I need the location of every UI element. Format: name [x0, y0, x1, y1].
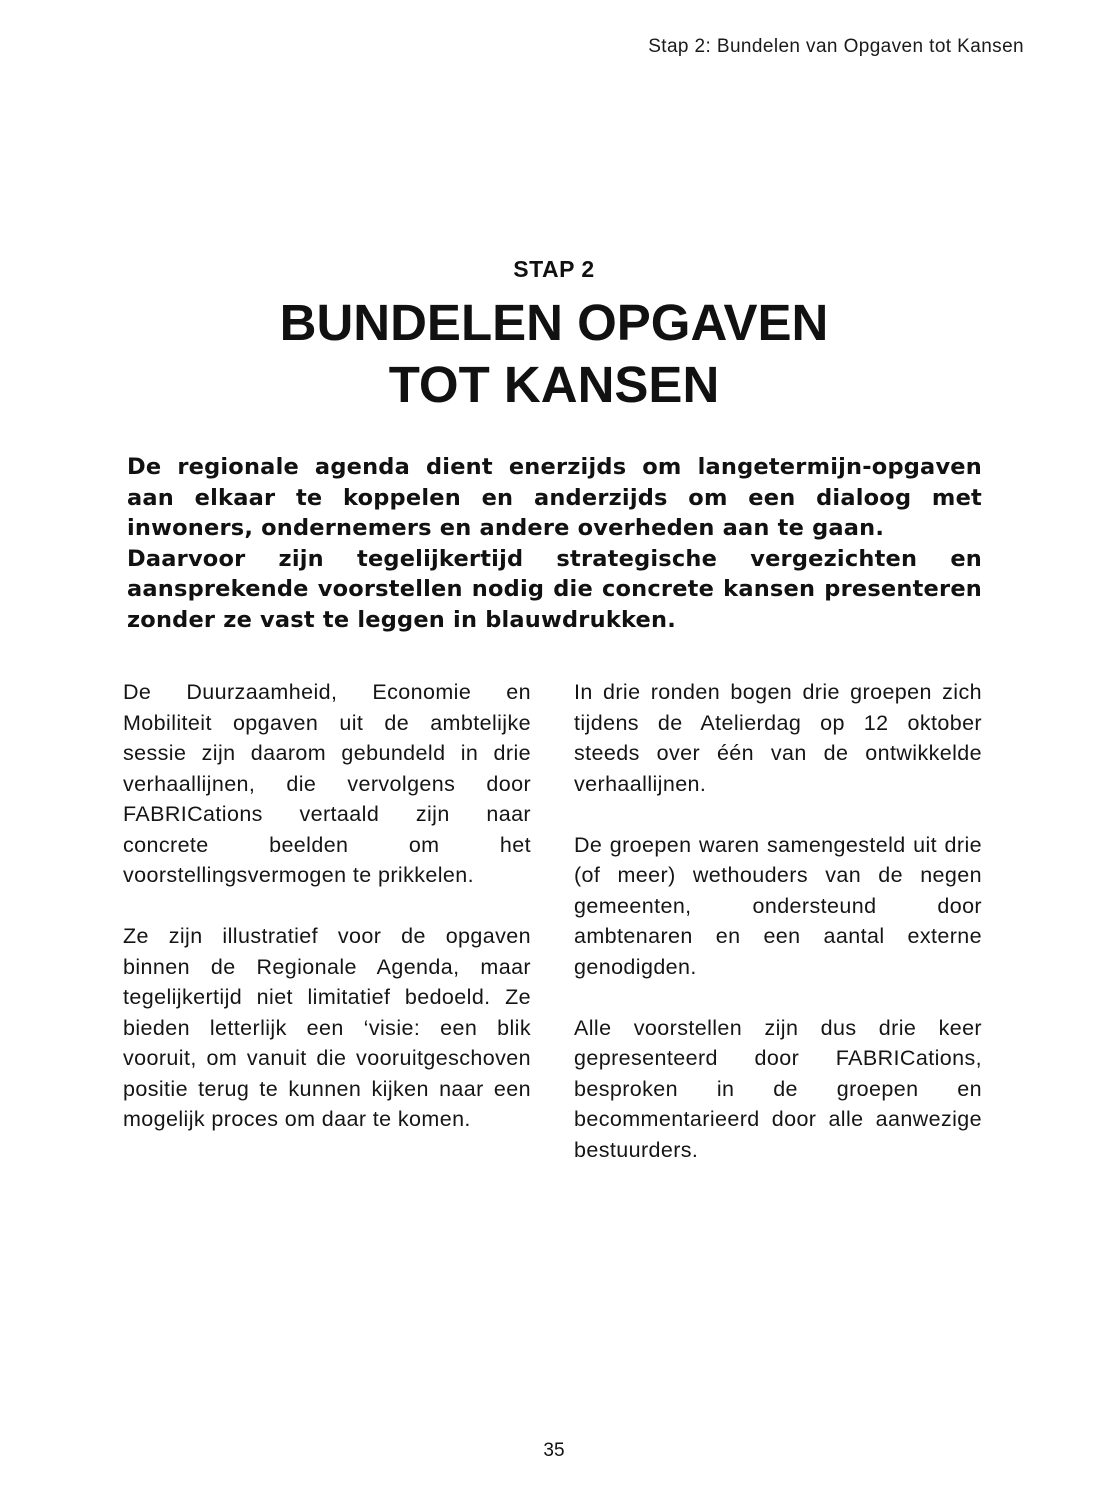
body-column-left [123, 677, 531, 1165]
body-paragraph: Alle voorstellen zijn dus drie keer gepresenteerd door FABRICations, besproken in de groepen en becommentarieerd door alle aanwezige bestuurders. [574, 1015, 982, 1162]
body-paragraph: Ze zijn illustratief voor de opgaven binnen de Regionale Agenda, maar tegelijkertijd niet limitatief bedoeld. Ze bieden letterlijk een ‘visie: een blik vooruit, om vanuit die vooruitgeschoven positie terug te kunnen kijken naar een mogelijk proces om daar te komen. [123, 924, 531, 1131]
running-header: Stap 2: Bundelen van Opgaven tot Kansen [648, 36, 1024, 57]
page-title-line-1: BUNDELEN OPGAVEN [279, 294, 829, 351]
page-title [0, 292, 1108, 416]
step-label: STAP 2 [513, 256, 595, 282]
page-title-line-2: TOT KANSEN [388, 356, 720, 413]
body-paragraph: De Duurzaamheid, Economie en Mobiliteit opgaven uit de ambtelijke sessie zijn daarom gebundeld in drie verhaallijnen, die vervolgens door FABRICations vertaald zijn naar concrete beelden om het voorstellingsvermogen te prikkelen. [123, 680, 531, 887]
lead-paragraph: De regionale agenda dient enerzijds om langetermijn-opgaven aan elkaar te koppelen en anderzijds om een dialoog met inwoners, ondernemers en andere overheden aan te gaan. [127, 454, 982, 541]
page-number: 35 [543, 1440, 565, 1461]
body-column-right [574, 677, 982, 1196]
body-paragraph: In drie ronden bogen drie groepen zich tijdens de Atelierdag op 12 oktober steeds over één van de ontwikkelde verhaallijnen. [574, 680, 982, 796]
lead-intro [127, 452, 982, 635]
body-paragraph: De groepen waren samengesteld uit drie (of meer) wethouders van de negen gemeenten, ondersteund door ambtenaren en een aantal externe genodigden. [574, 832, 982, 979]
lead-paragraph: Daarvoor zijn tegelijkertijd strategische vergezichten en aansprekende voorstellen nodig die concrete kansen presenteren zonder ze vast te leggen in blauwdrukken. [127, 545, 982, 633]
